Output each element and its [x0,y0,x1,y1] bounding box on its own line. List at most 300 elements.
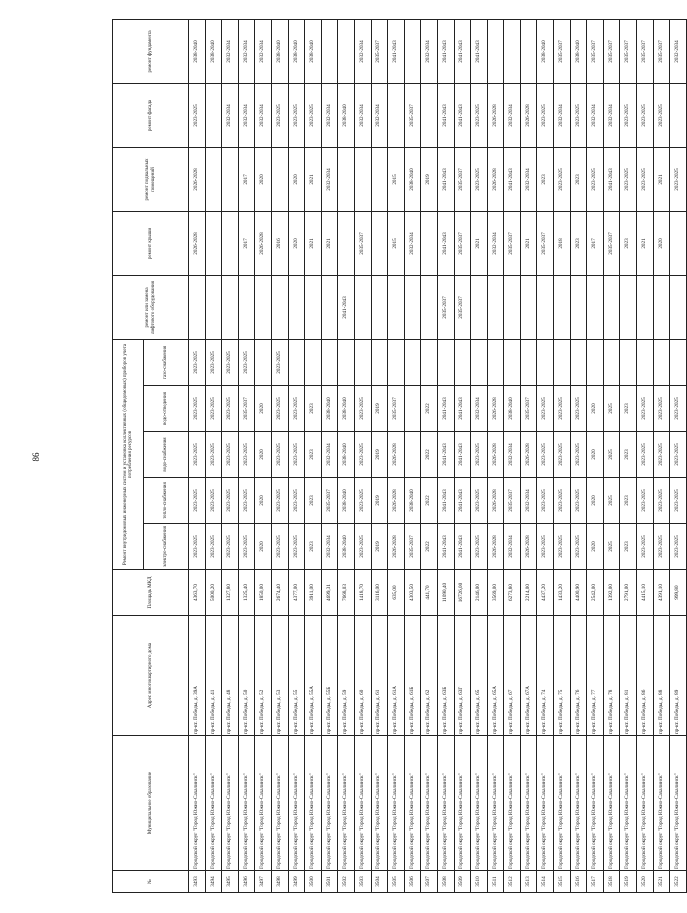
cell-water: 2032-2034 [321,432,338,478]
cell-addr: пр-кт. Победы, д. 53 [271,616,288,736]
cell-addr: пр-кт. Победы, д. 81 [620,616,637,736]
cell-sewer: 2020 [587,386,604,432]
cell-facade: 2032-2034 [222,83,239,147]
cell-lift [504,275,521,339]
cell-facade: 2023-2025 [620,83,637,147]
cell-el: 2023-2025 [189,524,206,570]
cell-mo: Городской округ "Город Южно-Сахалинск" [504,736,521,871]
cell-gas [537,339,554,385]
cell-heat: 2026-2028 [487,478,504,524]
cell-addr: пр-кт. Победы, д. 67А [520,616,537,736]
table-row [354,19,371,892]
cell-roof: 2021 [321,211,338,275]
cell-mo: Городской округ "Город Южно-Сахалинск" [637,736,654,871]
cell-water: 2023-2025 [288,432,305,478]
cell-facade: 2032-2034 [603,83,620,147]
cell-found: 2032-2034 [421,19,438,83]
cell-gas [305,339,322,385]
table-row [620,19,637,892]
table-row [554,19,571,892]
cell-gas [388,339,405,385]
cell-gas [404,339,421,385]
table-row [388,19,405,892]
cell-n: 3507 [421,871,438,893]
cell-basement: 2032-2034 [321,147,338,211]
cell-sewer: 2022 [421,386,438,432]
cell-lift [404,275,421,339]
cell-area: 441,70 [421,570,438,616]
cell-mo: Городской округ "Город Южно-Сахалинск" [255,736,272,871]
table-row [504,19,521,892]
cell-heat: 2020 [255,478,272,524]
cell-lift [653,275,670,339]
cell-addr: пр-кт. Победы, д. 50 [238,616,255,736]
cell-facade: 2026-2028 [520,83,537,147]
header-internal-systems: Ремонт внутридомовых инженерных систем и установка коллективных (общедомовых) приборов учета потребления ресурсов [113,339,144,569]
table-row [603,19,620,892]
cell-sewer: 2025 [603,386,620,432]
cell-el: 2023-2025 [554,524,571,570]
cell-area: 2146,00 [471,570,488,616]
cell-heat: 2023-2025 [670,478,687,524]
cell-water: 2023-2025 [222,432,239,478]
table-row [205,19,222,892]
cell-n: 3508 [437,871,454,893]
cell-basement: 2023 [537,147,554,211]
cell-basement: 2035-2037 [454,147,471,211]
cell-found: 2041-2043 [388,19,405,83]
cell-roof [421,211,438,275]
cell-heat: 2023-2025 [570,478,587,524]
cell-gas [637,339,654,385]
cell-addr: пр-кт. Победы, д. 52 [255,616,272,736]
table-row [321,19,338,892]
cell-water: 2032-2034 [504,432,521,478]
cell-water: 2026-2028 [520,432,537,478]
cell-facade [205,83,222,147]
cell-facade: 2023-2025 [570,83,587,147]
cell-sewer: 2023-2025 [653,386,670,432]
cell-basement: 2023-2025 [670,147,687,211]
cell-heat: 2020 [587,478,604,524]
cell-basement: 2041-2043 [504,147,521,211]
cell-sewer: 2038-2040 [504,386,521,432]
cell-basement: 2023-2025 [587,147,604,211]
cell-el: 2038-2040 [338,524,355,570]
cell-sewer: 2023-2025 [189,386,206,432]
rotated-table-page [112,20,681,893]
cell-el: 2023-2025 [653,524,670,570]
cell-water: 2019 [371,432,388,478]
cell-addr: пр-кт. Победы, д. 62 [421,616,438,736]
cell-gas [371,339,388,385]
cell-found: 2032-2034 [238,19,255,83]
cell-facade: 2035-2037 [404,83,421,147]
cell-mo: Городской округ "Город Южно-Сахалинск" [321,736,338,871]
cell-area: 4415,10 [637,570,654,616]
cell-n: 3513 [520,871,537,893]
cell-heat: 2023-2025 [653,478,670,524]
cell-water: 2023-2025 [238,432,255,478]
cell-sewer: 2023-2025 [570,386,587,432]
cell-area: 635,00 [388,570,405,616]
cell-mo: Городской округ "Город Южно-Сахалинск" [189,736,206,871]
cell-gas [603,339,620,385]
cell-addr: пр-кт. Победы, д. 88 [653,616,670,736]
cell-found: 2035-2037 [637,19,654,83]
cell-roof: 2020 [653,211,670,275]
cell-n: 3501 [321,871,338,893]
cell-mo: Городской округ "Город Южно-Сахалинск" [620,736,637,871]
cell-el: 2032-2034 [504,524,521,570]
cell-heat: 2023-2025 [471,478,488,524]
cell-n: 3519 [620,871,637,893]
cell-gas [670,339,687,385]
cell-facade: 2026-2028 [487,83,504,147]
cell-el: 2035-2037 [404,524,421,570]
cell-n: 3510 [471,871,488,893]
cell-roof: 2035-2037 [354,211,371,275]
cell-roof: 2021 [471,211,488,275]
cell-found: 2035-2037 [554,19,571,83]
cell-roof: 2021 [637,211,654,275]
cell-el: 2023-2025 [570,524,587,570]
cell-lift [205,275,222,339]
cell-lift [222,275,239,339]
cell-el: 2025 [603,524,620,570]
cell-mo: Городской округ "Город Южно-Сахалинск" [354,736,371,871]
cell-lift: 2035-2037 [437,275,454,339]
cell-n: 3505 [388,871,405,893]
cell-gas [554,339,571,385]
table-row [189,19,206,892]
cell-basement [354,147,371,211]
cell-lift: 2035-2037 [454,275,471,339]
cell-el: 2023-2025 [471,524,488,570]
cell-el: 2023 [305,524,322,570]
cell-sewer: 2035-2037 [388,386,405,432]
cell-n: 3522 [670,871,687,893]
cell-roof [371,211,388,275]
cell-el: 2023-2025 [288,524,305,570]
cell-area: 4437,20 [537,570,554,616]
cell-n: 3495 [222,871,239,893]
cell-addr: пр-кт. Победы, д. 67 [504,616,521,736]
cell-lift [421,275,438,339]
cell-gas [504,339,521,385]
cell-area: 4377,00 [288,570,305,616]
header-electricity: электро-снабжения [144,524,189,570]
cell-lift [670,275,687,339]
cell-heat: 2038-2040 [338,478,355,524]
cell-mo: Городской округ "Город Южно-Сахалинск" [454,736,471,871]
cell-addr: пр-кт. Победы, д. 39А [189,616,206,736]
cell-n: 3497 [255,871,272,893]
header-row-1 [113,19,144,892]
cell-water: 2023-2025 [189,432,206,478]
cell-gas [321,339,338,385]
header-municipality: Муниципальное образование [113,736,189,871]
cell-water: 2023-2025 [205,432,222,478]
cell-gas [421,339,438,385]
cell-area: 1392,00 [603,570,620,616]
cell-lift [554,275,571,339]
cell-addr: пр-кт. Победы, д. 89 [670,616,687,736]
table-row [238,19,255,892]
cell-basement: 2017 [238,147,255,211]
cell-found: 2038-2040 [189,19,206,83]
cell-heat: 2023-2025 [271,478,288,524]
cell-sewer: 2026-2028 [487,386,504,432]
cell-addr: пр-кт. Победы, д. 63Г [454,616,471,736]
cell-found [338,19,355,83]
cell-found: 2035-2037 [603,19,620,83]
cell-n: 3521 [653,871,670,893]
header-facade: ремонт фасада [113,83,189,147]
table-row [305,19,322,892]
cell-water: 2023-2025 [471,432,488,478]
cell-el: 2023-2025 [637,524,654,570]
cell-water: 2041-2043 [454,432,471,478]
cell-mo: Городской округ "Город Южно-Сахалинск" [587,736,604,871]
cell-lift [570,275,587,339]
cell-found [487,19,504,83]
table-row [271,19,288,892]
header-water-supply: водо-снабжения [144,432,189,478]
cell-roof: 2017 [238,211,255,275]
cell-sewer: 2023 [620,386,637,432]
cell-basement: 2020 [288,147,305,211]
cell-area: 4400,90 [570,570,587,616]
cell-roof: 2020 [288,211,305,275]
cell-area: 1418,70 [354,570,371,616]
cell-facade: 2023-2025 [189,83,206,147]
cell-gas [620,339,637,385]
cell-addr: пр-кт. Победы, д. 60 [354,616,371,736]
cell-el: 2023-2025 [354,524,371,570]
cell-facade: 2041-2043 [454,83,471,147]
cell-gas [255,339,272,385]
cell-n: 3498 [271,871,288,893]
table-row [653,19,670,892]
cell-roof: 2026-2028 [255,211,272,275]
cell-n: 3503 [354,871,371,893]
cell-roof: 2041-2043 [437,211,454,275]
cell-n: 3493 [189,871,206,893]
cell-n: 3509 [454,871,471,893]
cell-el: 2032-2034 [321,524,338,570]
cell-mo: Городской округ "Город Южно-Сахалинск" [238,736,255,871]
cell-basement [371,147,388,211]
table-row [670,19,687,892]
cell-sewer: 2041-2043 [454,386,471,432]
cell-mo: Городской округ "Город Южно-Сахалинск" [305,736,322,871]
cell-mo: Городской округ "Город Южно-Сахалинск" [653,736,670,871]
cell-el: 2026-2028 [520,524,537,570]
cell-roof: 2032-2034 [404,211,421,275]
cell-sewer: 2038-2040 [338,386,355,432]
cell-lift [520,275,537,339]
table-row [537,19,554,892]
table-row [288,19,305,892]
cell-mo: Городской округ "Город Южно-Сахалинск" [537,736,554,871]
cell-gas [653,339,670,385]
cell-mo: Городской округ "Город Южно-Сахалинск" [404,736,421,871]
cell-addr: пр-кт. Победы, д. 61Б [404,616,421,736]
cell-n: 3511 [487,871,504,893]
cell-basement [222,147,239,211]
cell-found: 2038-2040 [205,19,222,83]
cell-heat: 2041-2043 [437,478,454,524]
cell-area: 4699,31 [321,570,338,616]
cell-water: 2026-2028 [388,432,405,478]
cell-basement [205,147,222,211]
cell-heat: 2035-2037 [504,478,521,524]
cell-roof: 2032-2034 [487,211,504,275]
table-row [421,19,438,892]
cell-area: 1327,80 [222,570,239,616]
cell-heat: 2023 [305,478,322,524]
cell-sewer: 2032-2034 [471,386,488,432]
cell-addr: пр-кт. Победы, д. 63Б [437,616,454,736]
cell-found: 2035-2037 [620,19,637,83]
cell-water: 2023-2025 [570,432,587,478]
cell-n: 3520 [637,871,654,893]
cell-heat: 2023-2025 [205,478,222,524]
cell-water: 2023-2025 [653,432,670,478]
cell-water: 2023-2025 [637,432,654,478]
cell-el: 2023-2025 [271,524,288,570]
header-num: № [113,871,189,893]
cell-found: 2041-2043 [471,19,488,83]
cell-heat: 2023-2025 [189,478,206,524]
cell-sewer: 2023-2025 [288,386,305,432]
cell-found: 2041-2043 [437,19,454,83]
cell-sewer: 2023-2025 [670,386,687,432]
cell-found: 2032-2034 [222,19,239,83]
header-address: Адрес многоквартирного дома [113,616,189,736]
cell-found: 2038-2040 [305,19,322,83]
cell-n: 3514 [537,871,554,893]
cell-lift [537,275,554,339]
cell-water [404,432,421,478]
header-area: Площадь МКД [113,570,189,616]
cell-heat: 2023-2025 [554,478,571,524]
cell-addr: пр-кт. Победы, д. 48 [222,616,239,736]
cell-roof: 2035-2037 [603,211,620,275]
cell-gas [520,339,537,385]
cell-mo: Городской округ "Город Южно-Сахалинск" [603,736,620,871]
cell-basement: 2032-2034 [520,147,537,211]
cell-water: 2026-2028 [487,432,504,478]
cell-facade [421,83,438,147]
cell-found [321,19,338,83]
table-row [255,19,272,892]
cell-heat: 2038-2040 [404,478,421,524]
cell-found: 2032-2034 [255,19,272,83]
cell-area: 7668,03 [338,570,355,616]
cell-area: 2791,00 [620,570,637,616]
cell-found: 2032-2034 [670,19,687,83]
cell-mo: Городской округ "Город Южно-Сахалинск" [437,736,454,871]
capital-repair-table [112,19,687,893]
cell-water: 2023-2025 [271,432,288,478]
cell-lift [471,275,488,339]
cell-facade: 2032-2034 [371,83,388,147]
cell-n: 3499 [288,871,305,893]
cell-area: 6273,80 [504,570,521,616]
cell-lift [271,275,288,339]
cell-facade: 2032-2034 [354,83,371,147]
cell-heat: 2026-2028 [388,478,405,524]
cell-el: 2023-2025 [222,524,239,570]
cell-addr: пр-кт. Победы, д. 78 [603,616,620,736]
cell-basement [338,147,355,211]
cell-mo: Городской округ "Город Южно-Сахалинск" [388,736,405,871]
cell-mo: Городской округ "Город Южно-Сахалинск" [222,736,239,871]
cell-el: 2023-2025 [537,524,554,570]
cell-water: 2020 [587,432,604,478]
header-sewerage: водо-отведения [144,386,189,432]
cell-lift [288,275,305,339]
cell-water: 2023-2025 [670,432,687,478]
cell-mo: Городской округ "Город Южно-Сахалинск" [371,736,388,871]
cell-facade [388,83,405,147]
table-row [338,19,355,892]
cell-area: 3911,00 [305,570,322,616]
cell-mo: Городской округ "Город Южно-Сахалинск" [570,736,587,871]
cell-heat: 2023-2025 [222,478,239,524]
cell-area: 16726,00 [454,570,471,616]
header-foundation: ремонт фундамента [113,19,189,83]
cell-water: 2038-2040 [338,432,355,478]
cell-water: 2023 [305,432,322,478]
cell-basement [271,147,288,211]
cell-facade: 2032-2034 [238,83,255,147]
table-row [454,19,471,892]
cell-n: 3517 [587,871,604,893]
cell-addr: пр-кт. Победы, д. 59 [338,616,355,736]
cell-area: 4363,70 [189,570,206,616]
cell-addr: пр-кт. Победы, д. 61 [371,616,388,736]
cell-basement: 2023-2025 [620,147,637,211]
cell-basement: 2041-2043 [437,147,454,211]
cell-area: 3116,00 [371,570,388,616]
cell-addr: пр-кт. Победы, д. 65 [471,616,488,736]
cell-roof: 2021 [305,211,322,275]
cell-n: 3516 [570,871,587,893]
cell-water: 2023-2025 [354,432,371,478]
cell-facade: 2032-2034 [321,83,338,147]
cell-heat: 2023-2025 [288,478,305,524]
cell-el: 2026-2028 [388,524,405,570]
cell-heat: 2022 [421,478,438,524]
cell-mo: Городской округ "Город Южно-Сахалинск" [471,736,488,871]
table-row [637,19,654,892]
cell-basement: 2023 [570,147,587,211]
cell-n: 3504 [371,871,388,893]
cell-lift [189,275,206,339]
cell-facade: 2032-2034 [504,83,521,147]
cell-mo: Городской округ "Город Южно-Сахалинск" [271,736,288,871]
cell-gas [570,339,587,385]
cell-addr: пр-кт. Победы, д. 76 [570,616,587,736]
cell-lift [637,275,654,339]
cell-addr: пр-кт. Победы, д. 75 [554,616,571,736]
cell-sewer: 2023-2025 [205,386,222,432]
cell-el: 2023-2025 [238,524,255,570]
table-row [487,19,504,892]
